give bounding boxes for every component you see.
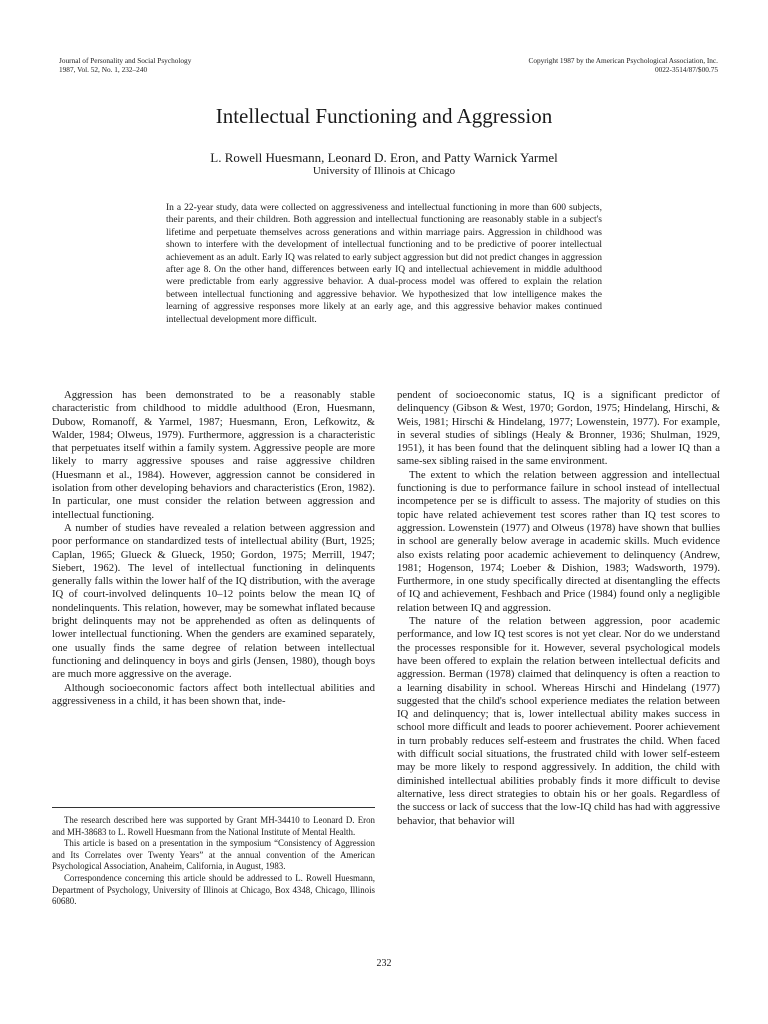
body-column-left: [52, 389, 375, 708]
body-paragraph: Although socioeconomic factors affect both intellectual abilities and aggressiveness in a child, it has been shown that, inde-: [52, 681, 375, 707]
page-number: 232: [376, 958, 392, 969]
body-paragraph: A number of studies have revealed a relation between aggression and poor performance on standardized tests of intellectual ability (Burt, 1925; Caplan, 1965; Glueck & Glueck, 1950; Gordon, 1975; Merrill, 1947; Siebert, 1962). The level of intellectual functioning in delinquents generally falls within the lower half of the IQ distribution, with the average IQ of court-involved delinquents 10–12 points below the mean IQ of nondelinquents. This relation, however, may be somewhat inflated because bright delinquents may not be apprehended as often as delinquents of lower intellectual functioning. When the genders are examined separately, one usually finds the same degree of relation between intellectual functioning and delinquency in boys and girls (Jensen, 1980), though boys are much more aggressive on the average.: [52, 521, 375, 681]
journal-name: Journal of Personality and Social Psychology: [59, 56, 192, 65]
copyright-line: Copyright 1987 by the American Psychological Association, Inc.: [528, 56, 718, 65]
footnotes: [52, 815, 375, 908]
issn-line: 0022-3514/87/$00.75: [654, 64, 718, 74]
article-title: Intellectual Functioning and Aggression: [215, 104, 553, 128]
body-column-right: [397, 389, 720, 828]
copyright-notice: [529, 57, 719, 74]
journal-citation: [59, 57, 191, 74]
footnote-correspondence: Correspondence concerning this article should be addressed to L. Rowell Huesmann, Department of Psychology, University of Illinois at Chicago, Box 4348, Chicago, Illinois 60680.: [52, 872, 375, 907]
abstract: In a 22-year study, data were collected on aggressiveness and intellectual functioning in more than 600 subjects, their parents, and their children. Both aggression and intellectual functioning are reasonably stable in a subject's lifetime and perpetuate themselves across generations and within marriage pairs. Aggression in childhood was shown to interfere with the development of intellectual functioning and to be predictive of poorer intellectual achievement as an adult. Early IQ was related to early subject aggression but did not predict changes in aggression after age 8. On the other hand, differences between early IQ and intellectual achievement in middle adulthood were predictable from early aggressive behavior. A dual-process model was offered to explain the relation between intellectual functioning and aggressive behavior. We hypothesized that low intelligence makes the learning of aggressive responses more likely at an early age, and this aggressive behavior makes continued intellectual development more difficult.: [166, 203, 602, 325]
author-affiliation: University of Illinois at Chicago: [312, 165, 456, 177]
author-list: L. Rowell Huesmann, Leonard D. Eron, and Patty Warnick Yarmel: [210, 150, 558, 165]
footnote-divider: [52, 807, 375, 808]
body-paragraph: The extent to which the relation between aggression and intellectual functioning is due to performance failure in school instead of intellectual incompetence per se is difficult to assess. The majority of studies on this topic have related achievement test scores rather than IQ test scores to aggression. Lowenstein (1977) and Olweus (1978) have shown that bullies in school are generally below average in academic skills. Much evidence also exists relating poor academic achievement to delinquency (Andrew, 1981; Hogenson, 1974; Loeber & Dishion, 1983; Wadsworth, 1979). Furthermore, in one study specifically directed at disentangling the effects of IQ and achievement, Feshbach and Price (1984) found only a negligible relation between IQ and aggression.: [397, 468, 720, 614]
body-paragraph: The nature of the relation between aggression, poor academic performance, and low IQ test scores is not yet clear. Nor do we understand the processes responsible for it. However, several psychological models have been offered to explain the relation between intellectual deficits and aggression. Berman (1978) claimed that delinquency is often a reaction to a learning disability in school. Whereas Hirschi and Hindelang (1977) suggested that the child's school experience mediates the relation between IQ and delinquency; that is, lower intellectual ability makes success in school more difficult and leads to poorer achievement. Poorer achievement in turn probably reduces self-esteem and frustrates the child. When faced with difficult social situations, the frustrated child with lower self-esteem may be more likely to respond aggressively. In addition, the child with diminished intellectual abilities probably finds it more difficult to devise alternative, less direct strategies to obtain his or her goals. Regardless of the success or lack of success that the low-IQ child has had with aggressive behavior, that behavior will: [397, 615, 720, 827]
journal-volume: 1987, Vol. 52, No. 1, 232–240: [59, 64, 148, 74]
footnote-presentation: This article is based on a presentation in the symposium “Consistency of Aggression and Its Correlates over Twenty Years” at the annual convention of the American Psychological Association, Anaheim, California, in August, 1983.: [52, 838, 375, 872]
footnote-funding: The research described here was supported by Grant MH-34410 to Leonard D. Eron and MH-38683 to L. Rowell Huesmann from the National Institute of Mental Health.: [52, 815, 375, 837]
body-paragraph: pendent of socioeconomic status, IQ is a significant predictor of delinquency (Gibson & West, 1970; Gordon, 1975; Hindelang, Hirschi, & Weis, 1981; Hirschi & Hindelang, 1977; Lowenstein, 1977). For example, in several studies of siblings (Healy & Bronner, 1936; Shulman, 1929, 1951), it has been found that the delinquent sibling had a lower IQ than a same-sex sibling raised in the same environment.: [397, 389, 720, 468]
body-paragraph: Aggression has been demonstrated to be a reasonably stable characteristic from childhood to middle adulthood (Eron, Huesmann, Dubow, Romanoff, & Yarmel, 1987; Huesmann, Eron, Lefkowitz, & Walder, 1984; Olweus, 1979). Furthermore, aggression is a characteristic that perpetuates itself within a family system. Aggressive people are more likely to marry aggressive spouses and raise aggressive children (Huesmann et al., 1984). However, aggression cannot be considered in isolation from other developing behaviors and characteristics (Eron, 1982). In particular, one must consider the relation between aggression and intellectual functioning.: [52, 389, 375, 521]
